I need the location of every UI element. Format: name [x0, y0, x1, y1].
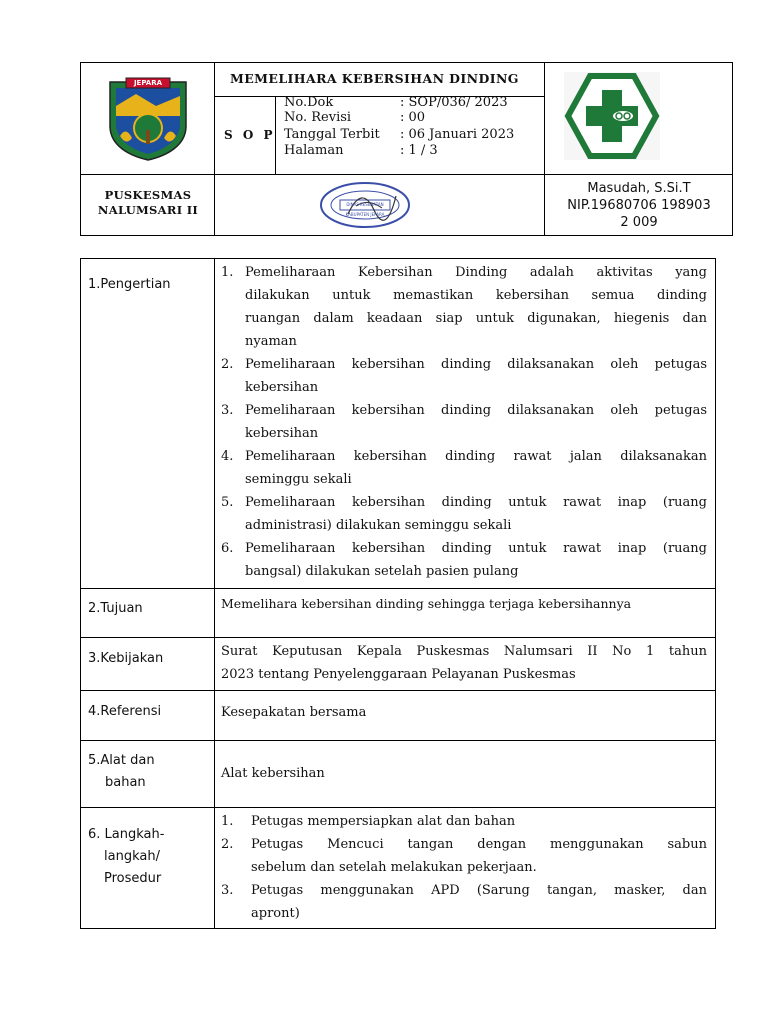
list-line: Pemeliharaan kebersihan dinding dilaksanakan oleh petugas	[245, 357, 707, 372]
list-line: Pemeliharaan kebersihan dinding untuk rawat inap (ruang	[245, 541, 707, 556]
meta-key-halaman: Halaman	[284, 143, 344, 158]
row-divider	[80, 807, 716, 808]
referensi-text: Kesepakatan bersama	[221, 705, 367, 720]
row-divider	[80, 637, 716, 638]
list-item	[221, 491, 707, 537]
institution-line: NALUMSARI II	[97, 203, 199, 217]
kebijakan-line: 2023 tentang Penyelenggaraan Pelayanan Puskesmas	[221, 667, 576, 682]
tujuan-text: Memelihara kebersihan dinding sehingga terjaga kebersihannya	[221, 596, 632, 611]
sop-label: S O P	[224, 128, 276, 142]
list-line: sebelum dan setelah melakukan pekerjaan.	[251, 860, 537, 875]
list-number: 3.	[221, 883, 234, 898]
list-number: 2.	[221, 357, 234, 372]
signatory-nip: NIP.19680706 198903	[567, 198, 711, 213]
list-line: apront)	[251, 906, 300, 921]
label-pengertian: 1.Pengertian	[88, 277, 171, 292]
meta-key-no-revisi: No. Revisi	[284, 110, 352, 125]
list-number: 1.	[221, 814, 234, 829]
list-number: 1.	[221, 265, 234, 280]
header-divider	[80, 174, 733, 175]
list-line: Pemeliharaan kebersihan dinding rawat jalan dilaksanakan	[245, 449, 707, 464]
list-number: 4.	[221, 449, 234, 464]
puskesmas-logo-icon	[564, 72, 660, 160]
list-line: Petugas Mencuci tangan dengan menggunakan sabun	[251, 837, 707, 852]
meta-value-no-dok: : SOP/036/ 2023	[400, 95, 508, 110]
list-number: 5.	[221, 495, 234, 510]
list-line: Petugas mempersiapkan alat dan bahan	[251, 814, 516, 829]
meta-key-tanggal-terbit: Tanggal Terbit	[284, 127, 380, 142]
list-line: dilakukan untuk memastikan kebersihan semua dinding	[245, 288, 707, 303]
logo-text: JEPARA	[133, 79, 163, 87]
row-divider	[80, 690, 716, 691]
list-item	[221, 399, 707, 445]
list-number: 2.	[221, 837, 234, 852]
list-item	[221, 833, 707, 879]
label-kebijakan: 3.Kebijakan	[88, 651, 164, 666]
list-line: kebersihan	[245, 380, 319, 395]
list-line: nyaman	[245, 334, 297, 349]
list-item	[221, 353, 707, 399]
list-number: 6.	[221, 541, 234, 556]
list-item	[221, 261, 707, 353]
list-item	[221, 445, 707, 491]
alat-text: Alat kebersihan	[221, 766, 325, 781]
list-item	[221, 879, 707, 925]
label-alat-line: bahan	[105, 775, 146, 790]
official-stamp-icon	[318, 180, 412, 230]
row-divider	[80, 740, 716, 741]
list-line: seminggu sekali	[245, 472, 352, 487]
label-alat	[88, 750, 155, 794]
label-langkah-line: 6. Langkah-	[88, 827, 165, 842]
label-langkah-line: Prosedur	[104, 871, 162, 886]
pengertian-content	[221, 261, 707, 583]
label-referensi: 4.Referensi	[88, 704, 162, 719]
list-line: Pemeliharaan kebersihan dinding untuk rawat inap (ruang	[245, 495, 707, 510]
stamp-text: DINAS KESEHATAN KABUPATEN JEPARA	[345, 202, 385, 217]
list-line: ruangan dalam keadaan siap untuk digunakan, hiegenis dan	[245, 311, 707, 326]
label-langkah-line: langkah/	[104, 849, 160, 864]
meta-value-no-revisi: : 00	[400, 110, 426, 125]
row-divider	[80, 588, 716, 589]
label-alat-line: 5.Alat dan	[88, 753, 155, 768]
document-title: MEMELIHARA KEBERSIHAN DINDING	[230, 71, 519, 86]
signatory-block	[545, 180, 733, 231]
jepara-logo-icon	[106, 76, 190, 162]
meta-value-halaman: : 1 / 3	[400, 143, 438, 158]
list-number: 3.	[221, 403, 234, 418]
list-item	[221, 537, 707, 583]
list-line: Pemeliharaan kebersihan dinding dilaksanakan oleh petugas	[245, 403, 707, 418]
signatory-nip-cont: 2 009	[620, 215, 658, 230]
meta-value-tanggal-terbit: : 06 Januari 2023	[400, 127, 515, 142]
label-langkah	[88, 824, 164, 890]
column-divider	[214, 258, 215, 929]
kebijakan-line: Surat Keputusan Kepala Puskesmas Nalumsari II No 1 tahun	[221, 644, 707, 659]
list-line: bangsal) dilakukan setelah pasien pulang	[245, 564, 519, 579]
list-line: Pemeliharaan Kebersihan Dinding adalah aktivitas yang	[245, 265, 707, 280]
institution-name	[82, 188, 214, 218]
institution-line: PUSKESMAS	[104, 188, 192, 202]
label-tujuan: 2.Tujuan	[88, 601, 143, 616]
kebijakan-content	[221, 640, 707, 686]
list-line: Petugas menggunakan APD (Sarung tangan, masker, dan	[251, 883, 707, 898]
header-divider	[214, 62, 215, 236]
langkah-content	[221, 810, 707, 925]
list-line: administrasi) dilakukan seminggu sekali	[245, 518, 512, 533]
list-item	[221, 810, 707, 833]
signatory-name: Masudah, S.Si.T	[587, 181, 691, 196]
list-line: kebersihan	[245, 426, 319, 441]
meta-key-no-dok: No.Dok	[284, 95, 334, 110]
